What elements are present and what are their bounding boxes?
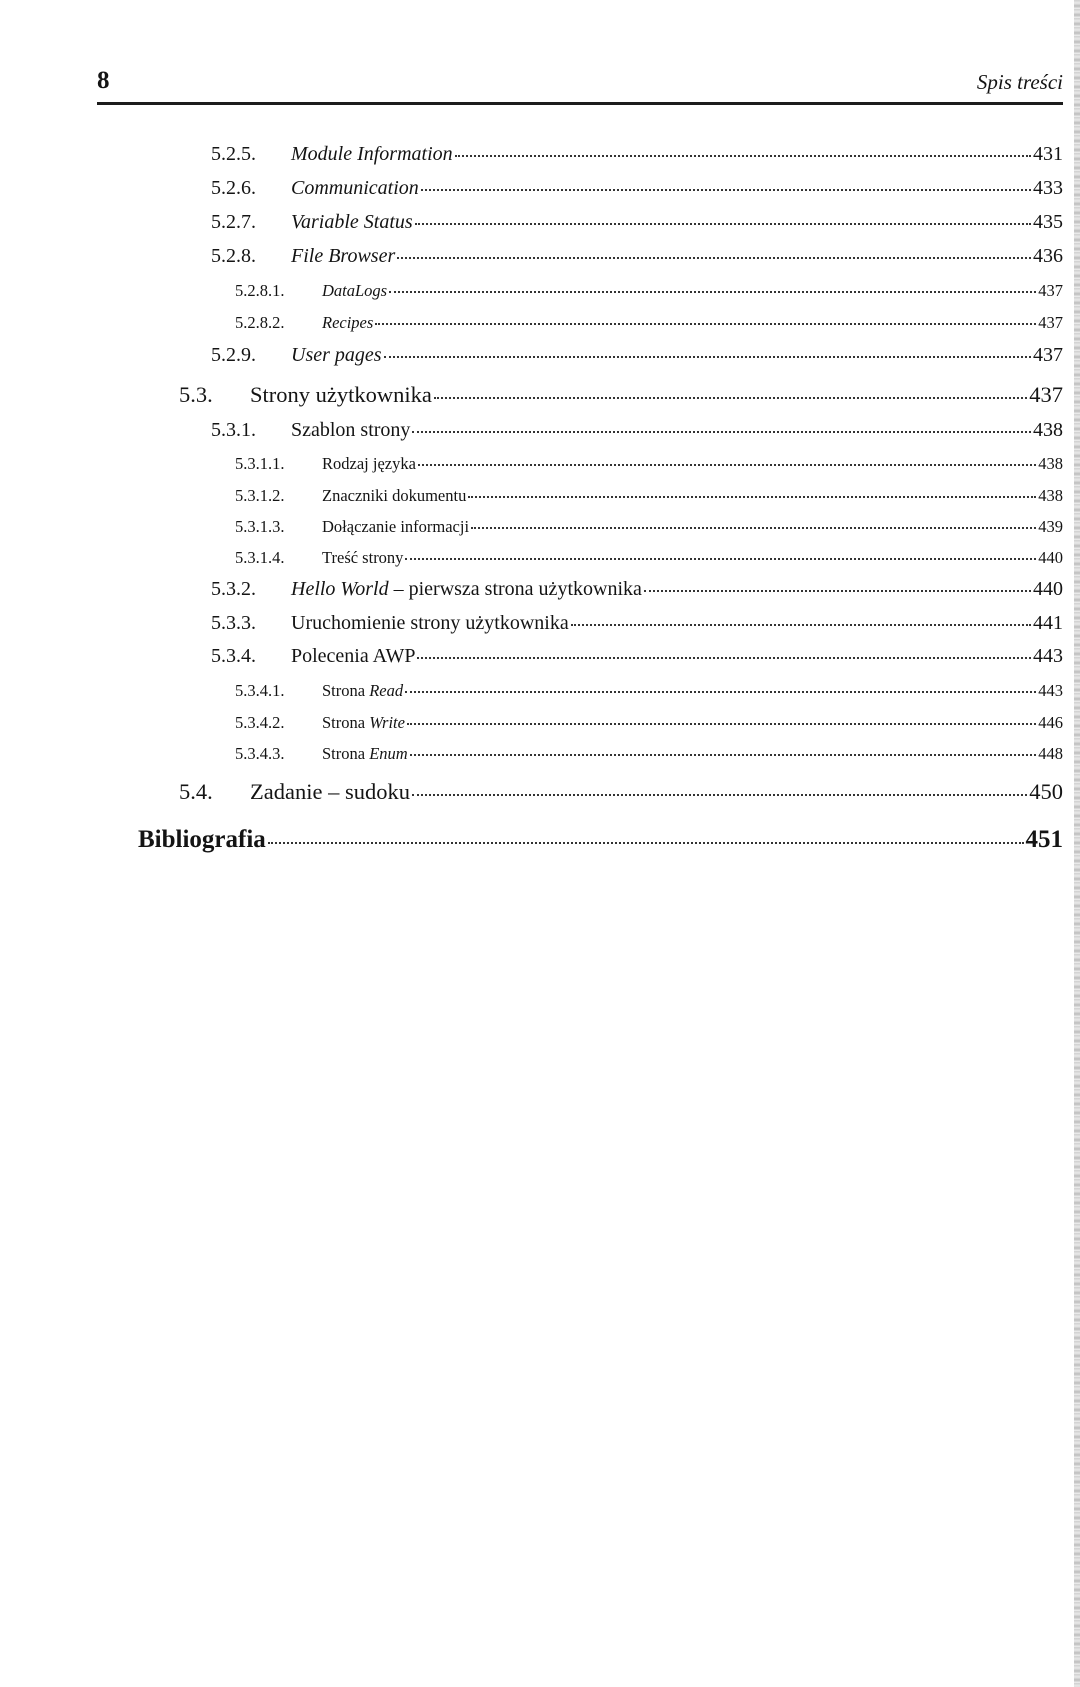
dot-leader (375, 323, 1036, 325)
section-title: Rodzaj języka (322, 454, 416, 473)
page-reference: 437 (1029, 382, 1063, 407)
section-title: Strony użytkownika (250, 382, 432, 407)
toc-entry[interactable] (235, 454, 1063, 474)
scan-page-edge (1074, 0, 1080, 1687)
page-reference: 436 (1033, 245, 1063, 267)
page-reference: 448 (1038, 744, 1063, 763)
section-number: 5.3.1.1. (235, 454, 285, 473)
dot-leader (421, 189, 1031, 191)
section-title: Dołączanie informacji (322, 517, 470, 536)
section-title: Communication (291, 177, 419, 199)
toc-entry[interactable] (211, 645, 1063, 668)
page-reference: 450 (1029, 779, 1063, 804)
page-reference: 437 (1038, 281, 1063, 300)
dot-leader (415, 223, 1031, 225)
dot-leader (644, 590, 1031, 592)
toc-entry[interactable] (211, 612, 1063, 635)
section-title: Hello World – pierwsza strona użytkownika (291, 578, 642, 600)
toc-entry[interactable] (211, 177, 1063, 200)
toc-entry[interactable] (211, 245, 1063, 268)
page-reference: 440 (1038, 548, 1063, 567)
section-number: 5.3.1.3. (235, 517, 285, 536)
page-reference: 437 (1033, 344, 1063, 366)
dot-leader (410, 754, 1037, 756)
dot-leader (434, 397, 1027, 399)
section-title: Polecenia AWP (291, 645, 416, 667)
toc-entry[interactable] (211, 578, 1063, 601)
section-title: Strona Read (322, 681, 404, 700)
toc-entry[interactable] (235, 681, 1063, 701)
section-number: 5.3.3. (211, 612, 256, 634)
section-number: 5.3.4.3. (235, 744, 285, 763)
dot-leader (384, 356, 1031, 358)
section-number: 5.3. (179, 382, 213, 407)
section-title: Zadanie – sudoku (250, 779, 410, 804)
section-title: Bibliografia (138, 826, 266, 853)
toc-entry[interactable] (235, 486, 1063, 506)
section-title: DataLogs (322, 281, 388, 300)
section-number: 5.2.7. (211, 211, 256, 233)
dot-leader (268, 842, 1024, 844)
toc-entry[interactable] (235, 313, 1063, 333)
toc-entry[interactable] (235, 744, 1063, 764)
section-number: 5.2.8.2. (235, 313, 285, 332)
section-number: 5.2.6. (211, 177, 256, 199)
page-reference: 451 (1025, 826, 1063, 853)
section-number: 5.3.4.2. (235, 713, 285, 732)
section-title: Strona Write (322, 713, 405, 732)
page-reference: 439 (1038, 517, 1063, 536)
toc-entry[interactable] (211, 143, 1063, 166)
toc-entry[interactable] (235, 548, 1063, 568)
page-reference: 437 (1038, 313, 1063, 332)
section-number: 5.2.5. (211, 143, 256, 165)
section-number: 5.2.8.1. (235, 281, 285, 300)
dot-leader (417, 657, 1031, 659)
running-title: Spis treści (976, 70, 1063, 94)
dot-leader (571, 624, 1031, 626)
dot-leader (412, 431, 1031, 433)
section-number: 5.4. (179, 779, 213, 804)
dot-leader (412, 794, 1027, 796)
dot-leader (407, 723, 1036, 725)
page-reference: 446 (1038, 713, 1063, 732)
section-title: Uruchomienie strony użytkownika (291, 612, 569, 634)
dot-leader (468, 496, 1036, 498)
dot-leader (389, 291, 1036, 293)
toc-entry[interactable] (179, 779, 1063, 805)
section-title: User pages (291, 344, 382, 366)
section-title: Recipes (322, 313, 374, 332)
dot-leader (418, 464, 1036, 466)
section-title: Znaczniki dokumentu (322, 486, 467, 505)
dot-leader (405, 691, 1036, 693)
section-number: 5.3.4. (211, 645, 256, 667)
toc-entry[interactable] (235, 281, 1063, 301)
toc-entry[interactable] (211, 419, 1063, 442)
section-title: Strona Enum (322, 744, 408, 763)
page-reference: 441 (1033, 612, 1063, 634)
section-number: 5.2.9. (211, 344, 256, 366)
section-title: File Browser (291, 245, 396, 267)
section-number: 5.3.1.2. (235, 486, 285, 505)
toc-entry[interactable] (179, 382, 1063, 408)
section-title: Variable Status (291, 211, 413, 233)
section-title: Szablon strony (291, 419, 411, 441)
page-reference: 443 (1033, 645, 1063, 667)
page-reference: 440 (1033, 578, 1063, 600)
toc-entry-bibliography[interactable] (138, 826, 1063, 854)
section-number: 5.3.4.1. (235, 681, 285, 700)
section-title: Treść strony (322, 548, 404, 567)
page-reference: 431 (1033, 143, 1063, 165)
section-title: Module Information (291, 143, 453, 165)
page-reference: 433 (1033, 177, 1063, 199)
dot-leader (397, 257, 1031, 259)
page-number: 8 (97, 67, 110, 94)
toc-entry[interactable] (235, 713, 1063, 733)
page-reference: 438 (1038, 454, 1063, 473)
page-reference: 435 (1033, 211, 1063, 233)
toc-entry[interactable] (211, 211, 1063, 234)
toc-entry[interactable] (211, 344, 1063, 367)
dot-leader (455, 155, 1031, 157)
section-number: 5.3.1. (211, 419, 256, 441)
section-number: 5.3.1.4. (235, 548, 285, 567)
page-reference: 438 (1033, 419, 1063, 441)
toc-entry[interactable] (235, 517, 1063, 537)
section-number: 5.2.8. (211, 245, 256, 267)
page-reference: 443 (1038, 681, 1063, 700)
dot-leader (471, 527, 1036, 529)
section-number: 5.3.2. (211, 578, 256, 600)
dot-leader (405, 558, 1036, 560)
page-reference: 438 (1038, 486, 1063, 505)
